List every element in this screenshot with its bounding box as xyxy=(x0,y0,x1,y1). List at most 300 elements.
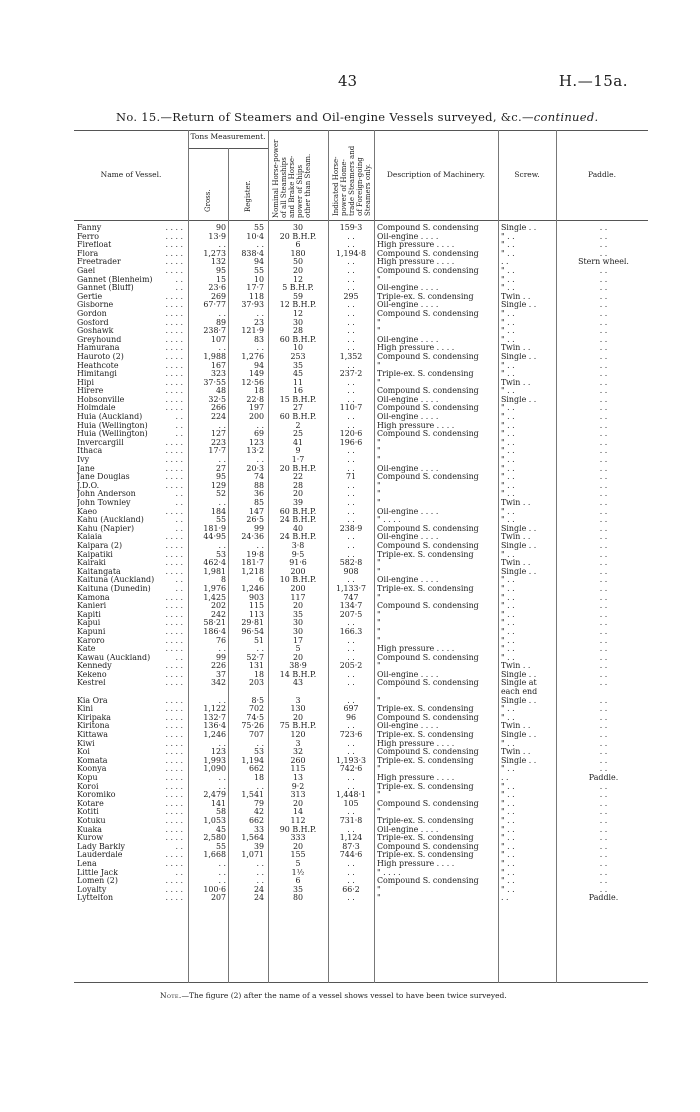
cell-machinery: Compound S. condensing xyxy=(377,473,479,482)
cell-indicated-hp: 238·9 xyxy=(339,524,363,533)
vessel-name: Kawau (Auckland) xyxy=(77,653,151,662)
cell-gross: 55 xyxy=(215,516,226,525)
cell-screw: " . . xyxy=(501,610,515,619)
vessel-name: Kittawa xyxy=(77,731,108,740)
cell-paddle: . . xyxy=(599,309,608,318)
cell-screw: Twin . . xyxy=(501,378,531,387)
cell-screw: " . . xyxy=(501,473,515,482)
cell-gross: 226 xyxy=(210,662,226,671)
cell-gross: 2,580 xyxy=(203,834,226,843)
cell-indicated-hp: . . xyxy=(347,541,355,550)
cell-machinery: Oil-engine . . . . xyxy=(377,670,439,679)
table-row xyxy=(74,387,648,396)
cell-vessel-name xyxy=(77,310,183,319)
table-bottom-rule xyxy=(74,982,648,983)
cell-register: 85 xyxy=(253,499,264,507)
cell-gross: . . xyxy=(218,241,226,250)
leader-dots: . . . . xyxy=(165,662,183,671)
cell-machinery: Triple-ex. S. condensing xyxy=(377,756,474,765)
cell-gross: 17·7 xyxy=(208,447,226,456)
cell-paddle: . . xyxy=(599,533,608,542)
cell-register: 74·5 xyxy=(246,713,264,722)
cell-machinery: Compound S. condensing xyxy=(377,266,479,275)
cell-vessel-name xyxy=(77,362,183,371)
cell-register: 113 xyxy=(248,610,264,619)
table-row xyxy=(74,224,648,233)
vessel-name: Kini xyxy=(77,705,94,714)
cell-screw: " . . xyxy=(501,868,515,877)
table-row xyxy=(74,284,648,293)
cell-vessel-name xyxy=(77,637,183,646)
cell-paddle: . . xyxy=(599,266,608,275)
cell-gross: 48 xyxy=(215,387,226,396)
table-row xyxy=(74,473,648,482)
cell-machinery: " xyxy=(377,378,381,387)
vessel-name: Jane xyxy=(77,464,95,473)
document-reference: H.—15a. xyxy=(558,72,628,90)
leader-dots: . . . . xyxy=(165,370,183,379)
cell-register: 118 xyxy=(248,292,264,301)
footnote-text: —The figure (2) after the name of a vessel shows vessel to have been twice surveyed. xyxy=(181,991,507,1000)
cell-nominal-hp: 32 xyxy=(292,748,304,757)
vessel-name: Gordon xyxy=(77,309,107,318)
cell-paddle: . . xyxy=(599,224,608,232)
cell-paddle: . . xyxy=(599,327,608,336)
table-row xyxy=(74,576,648,585)
leader-dots: . . . . xyxy=(165,782,183,791)
cell-indicated-hp: . . xyxy=(347,868,355,877)
cell-vessel-name xyxy=(77,654,183,663)
cell-register: 12·56 xyxy=(241,378,264,387)
vessel-name: Kaitangata xyxy=(77,567,121,576)
cell-indicated-hp: . . xyxy=(347,859,355,868)
cell-register: 24 xyxy=(253,894,264,903)
cell-indicated-hp: 196·6 xyxy=(339,438,363,447)
leader-dots: . . . . xyxy=(165,619,183,628)
vessel-name: Hamurana xyxy=(77,344,120,353)
cell-nominal-hp: 60 B.H.P. xyxy=(279,413,317,422)
leader-dots: . . . . xyxy=(165,292,183,301)
cell-vessel-name xyxy=(77,499,183,508)
cell-vessel-name xyxy=(77,594,183,603)
cell-vessel-name xyxy=(77,396,183,405)
cell-indicated-hp: . . xyxy=(347,550,355,559)
cell-machinery: Compound S. condensing xyxy=(377,799,479,808)
table-row xyxy=(74,516,648,525)
cell-register: 1,194 xyxy=(241,756,264,765)
leader-dots: . . xyxy=(175,842,183,851)
cell-nominal-hp: 12 xyxy=(292,275,304,284)
cell-nominal-hp: 253 xyxy=(290,352,306,361)
vessel-name: Kairaki xyxy=(77,559,106,568)
cell-screw: " . . xyxy=(501,825,515,834)
cell-register: 75·26 xyxy=(241,722,264,731)
leader-dots: . . xyxy=(175,275,183,284)
cell-screw: Twin . . xyxy=(501,344,531,353)
leader-dots: . . . . xyxy=(165,232,183,241)
cell-register: . . xyxy=(256,456,264,465)
cell-paddle: . . xyxy=(599,593,608,602)
cell-machinery: Triple-ex. S. condensing xyxy=(377,705,474,714)
cell-gross: 1,988 xyxy=(203,352,226,361)
cell-machinery: High pressure . . . . xyxy=(377,739,455,748)
cell-screw: Single . . xyxy=(501,541,537,550)
cell-gross: 1,273 xyxy=(203,249,226,258)
cell-vessel-name xyxy=(77,576,183,585)
cell-machinery: Compound S. condensing xyxy=(377,877,479,886)
cell-paddle: . . xyxy=(599,430,608,439)
cell-screw: " . . xyxy=(501,782,515,791)
table-row xyxy=(74,241,648,250)
cell-gross: 462·4 xyxy=(203,559,226,568)
cell-paddle: . . xyxy=(599,241,608,250)
cell-nominal-hp: 5 B.H.P. xyxy=(282,284,314,293)
cell-indicated-hp: . . xyxy=(347,456,355,465)
cell-vessel-name xyxy=(77,224,183,233)
vessel-name: Greyhound xyxy=(77,335,122,344)
table-row xyxy=(74,654,648,663)
cell-screw: Twin . . xyxy=(501,533,531,542)
cell-nominal-hp: 35 xyxy=(292,361,304,370)
cell-vessel-name xyxy=(77,791,183,800)
leader-dots: . . . . xyxy=(165,705,183,714)
cell-paddle: . . xyxy=(599,499,608,507)
cell-vessel-name xyxy=(77,860,183,869)
cell-vessel-name xyxy=(77,697,183,706)
cell-indicated-hp: 747 xyxy=(343,593,359,602)
leader-dots: . . . . xyxy=(165,541,183,550)
table-row xyxy=(74,456,648,465)
cell-vessel-name xyxy=(77,619,183,628)
cell-vessel-name xyxy=(77,267,183,276)
table-row xyxy=(74,568,648,577)
cell-nominal-hp: 130 xyxy=(290,705,306,714)
cell-screw: Single . . xyxy=(501,756,537,765)
cell-machinery: " xyxy=(377,765,381,774)
cell-gross: 1,668 xyxy=(203,851,226,860)
table-row xyxy=(74,585,648,594)
cell-gross: 95 xyxy=(215,473,226,482)
cell-indicated-hp: . . xyxy=(347,232,355,241)
cell-indicated-hp: . . xyxy=(347,877,355,886)
cell-nominal-hp: 10 B.H.P. xyxy=(279,576,317,585)
cell-register: 24·36 xyxy=(241,533,264,542)
leader-dots: . . . . xyxy=(165,627,183,636)
table-row xyxy=(74,748,648,757)
cell-gross: 1,993 xyxy=(203,756,226,765)
table-row xyxy=(74,697,648,706)
cell-machinery: " xyxy=(377,662,381,671)
table-row xyxy=(74,542,648,551)
cell-paddle: . . xyxy=(599,739,608,748)
cell-gross: . . xyxy=(218,739,226,748)
cell-vessel-name xyxy=(77,447,183,456)
cell-indicated-hp: . . xyxy=(347,645,355,654)
cell-vessel-name xyxy=(77,490,183,499)
cell-vessel-name xyxy=(77,559,183,568)
cell-gross: 37 xyxy=(215,670,226,679)
cell-register: 55 xyxy=(253,266,264,275)
cell-indicated-hp: . . xyxy=(347,335,355,344)
cell-machinery: " . . . . xyxy=(377,516,401,525)
table-row xyxy=(74,826,648,835)
header-gross: Gross. xyxy=(204,189,212,212)
table-row xyxy=(74,336,648,345)
cell-gross: 184 xyxy=(210,507,226,516)
cell-machinery: Compound S. condensing xyxy=(377,748,479,757)
cell-indicated-hp: 1,352 xyxy=(339,352,363,361)
cell-gross: 15 xyxy=(215,275,226,284)
cell-indicated-hp: . . xyxy=(347,533,355,542)
table-row xyxy=(74,679,648,688)
cell-machinery: " xyxy=(377,894,381,903)
vessel-name: Gannet (Blenheim) xyxy=(77,275,153,284)
cell-screw: " . . xyxy=(501,653,515,662)
cell-paddle: . . xyxy=(599,284,608,293)
cell-machinery: Oil-engine . . . . xyxy=(377,301,439,310)
cell-register: 6 xyxy=(258,576,264,585)
cell-machinery: " xyxy=(377,619,381,628)
leader-dots: . . . . xyxy=(165,722,183,731)
cell-machinery: " xyxy=(377,481,381,490)
cell-gross: 136·4 xyxy=(203,722,226,731)
table-row xyxy=(74,525,648,534)
cell-screw: " . . xyxy=(501,430,515,439)
cell-gross: . . xyxy=(218,877,226,886)
cell-screw: " . . xyxy=(501,370,515,379)
cell-indicated-hp: 96 xyxy=(345,713,357,722)
header-indicated-horse-power xyxy=(332,146,372,216)
cell-indicated-hp: 1,124 xyxy=(339,834,363,843)
cell-paddle: . . xyxy=(599,576,608,585)
cell-vessel-name xyxy=(77,422,183,431)
vessel-name: Kahu (Auckland) xyxy=(77,516,144,525)
cell-nominal-hp: 28 xyxy=(292,481,304,490)
vessel-name: Kotuku xyxy=(77,816,106,825)
cell-vessel-name xyxy=(77,301,183,310)
table-row xyxy=(74,327,648,336)
cell-paddle: . . xyxy=(599,799,608,808)
cell-paddle: . . xyxy=(599,550,608,559)
cell-vessel-name xyxy=(77,516,183,525)
cell-gross: 186·4 xyxy=(203,627,226,636)
cell-paddle: . . xyxy=(599,507,608,516)
cell-gross: 1,053 xyxy=(203,816,226,825)
table-row xyxy=(74,637,648,646)
vessel-name: Hobsonville xyxy=(77,395,125,404)
cell-machinery: Compound S. condensing xyxy=(377,430,479,439)
cell-vessel-name xyxy=(77,851,183,860)
cell-machinery: " xyxy=(377,627,381,636)
cell-screw: " . . xyxy=(501,327,515,336)
leader-dots: . . . . xyxy=(165,344,183,353)
cell-indicated-hp: . . xyxy=(347,481,355,490)
leader-dots: . . . . xyxy=(165,877,183,886)
leader-dots: . . . . xyxy=(165,559,183,568)
table-row xyxy=(74,688,648,697)
cell-indicated-hp: . . xyxy=(347,696,355,705)
cell-vessel-name xyxy=(77,284,183,293)
header-nominal-line: of all Steamships xyxy=(280,157,288,218)
cell-register: . . xyxy=(256,645,264,654)
cell-nominal-hp: 50 xyxy=(292,258,304,267)
cell-screw: Twin . . xyxy=(501,292,531,301)
cell-register: 147 xyxy=(248,507,264,516)
cell-machinery: Compound S. condensing xyxy=(377,352,479,361)
cell-screw: " . . xyxy=(501,834,515,843)
cell-register: 51 xyxy=(253,636,264,645)
cell-screw: " . . xyxy=(501,602,515,611)
cell-indicated-hp: . . xyxy=(347,507,355,516)
cell-paddle: . . xyxy=(599,791,608,800)
cell-indicated-hp: . . xyxy=(347,344,355,353)
cell-screw: Single . . xyxy=(501,731,537,740)
cell-indicated-hp: 205·2 xyxy=(339,662,363,671)
cell-indicated-hp: 697 xyxy=(343,705,359,714)
cell-nominal-hp: 20 xyxy=(292,799,304,808)
table-row xyxy=(74,628,648,637)
leader-dots: . . . . xyxy=(165,593,183,602)
cell-gross: 8 xyxy=(220,576,226,585)
cell-machinery: Compound S. condensing xyxy=(377,524,479,533)
cell-nominal-hp: 20 xyxy=(292,653,304,662)
cell-vessel-name xyxy=(77,533,183,542)
leader-dots: . . . . xyxy=(165,507,183,516)
vessel-name: Kotiti xyxy=(77,808,99,817)
cell-vessel-name xyxy=(77,628,183,637)
cell-machinery: " xyxy=(377,318,381,327)
cell-indicated-hp: 723·6 xyxy=(339,731,363,740)
cell-machinery: Triple-ex. S. condensing xyxy=(377,584,474,593)
cell-screw: " . . xyxy=(501,284,515,293)
vessel-name: Lena xyxy=(77,859,97,868)
leader-dots: . . . . xyxy=(165,610,183,619)
cell-nominal-hp: 20 xyxy=(292,266,304,275)
cell-nominal-hp: 112 xyxy=(290,816,306,825)
cell-screw: " . . xyxy=(501,627,515,636)
table-row xyxy=(74,499,648,508)
leader-dots: . . . . xyxy=(165,352,183,361)
cell-indicated-hp: . . xyxy=(347,361,355,370)
vessel-name: Kaiaia xyxy=(77,533,103,542)
table-row xyxy=(74,413,648,422)
vessel-name: J.D.O. xyxy=(77,481,100,490)
cell-paddle: . . xyxy=(599,413,608,422)
cell-gross: 269 xyxy=(210,292,226,301)
header-indicated-line: of Foreign-going xyxy=(356,157,364,216)
vessel-name: Gisborne xyxy=(77,301,114,310)
cell-gross: 1,425 xyxy=(203,593,226,602)
cell-gross: 224 xyxy=(210,413,226,422)
leader-dots: . . . . xyxy=(165,224,183,232)
cell-gross: 107 xyxy=(210,335,226,344)
cell-paddle: . . xyxy=(599,456,608,465)
cell-machinery: High pressure . . . . xyxy=(377,774,455,782)
cell-indicated-hp: 1,133·7 xyxy=(335,584,367,593)
cell-vessel-name xyxy=(77,404,183,413)
cell-gross: 45 xyxy=(215,825,226,834)
vessel-name: Kekeno xyxy=(77,670,107,679)
cell-register: . . xyxy=(256,421,264,430)
cell-indicated-hp: . . xyxy=(347,825,355,834)
cell-nominal-hp: 1·7 xyxy=(291,456,305,465)
leader-dots: . . . . xyxy=(165,533,183,542)
cell-machinery: Oil-engine . . . . xyxy=(377,464,439,473)
vessel-name: Kaituna (Auckland) xyxy=(77,576,155,585)
cell-screw: Single . . xyxy=(501,696,537,705)
table-row xyxy=(74,344,648,353)
cell-screw: . . xyxy=(501,894,509,903)
cell-vessel-name xyxy=(77,430,183,439)
vessel-name: Himitangi xyxy=(77,370,117,379)
cell-screw: " . . xyxy=(501,799,515,808)
cell-machinery: Oil-engine . . . . xyxy=(377,232,439,241)
leader-dots: . . xyxy=(175,421,183,430)
leader-dots: . . xyxy=(175,490,183,499)
cell-paddle: . . xyxy=(599,808,608,817)
cell-machinery: " xyxy=(377,447,381,456)
cell-paddle: . . xyxy=(599,834,608,843)
cell-indicated-hp: 742·6 xyxy=(339,765,363,774)
cell-gross: 1,976 xyxy=(203,584,226,593)
cell-register: 8·5 xyxy=(251,696,264,705)
leader-dots: . . . . xyxy=(165,258,183,267)
vessel-name: Heathcote xyxy=(77,361,119,370)
cell-register: 115 xyxy=(248,602,264,611)
cell-vessel-name xyxy=(77,456,183,465)
cell-indicated-hp: . . xyxy=(347,318,355,327)
table-title-continued: continued. xyxy=(533,110,599,124)
cell-screw: " . . xyxy=(501,584,515,593)
leader-dots: . . . . xyxy=(165,765,183,774)
leader-dots: . . . . xyxy=(165,438,183,447)
cell-gross: . . xyxy=(218,782,226,791)
table-row xyxy=(74,559,648,568)
cell-register: 197 xyxy=(248,404,264,413)
cell-gross: 90 xyxy=(215,224,226,232)
cell-paddle: . . xyxy=(599,851,608,860)
cell-machinery: Compound S. condensing xyxy=(377,842,479,851)
cell-indicated-hp: . . xyxy=(347,464,355,473)
cell-screw: Single . . xyxy=(501,395,537,404)
cell-gross: 55 xyxy=(215,842,226,851)
table-row xyxy=(74,293,648,302)
leader-dots: . . . . xyxy=(165,731,183,740)
cell-nominal-hp: 60 B.H.P. xyxy=(279,507,317,516)
cell-screw: " . . xyxy=(501,404,515,413)
cell-gross: 67·77 xyxy=(203,301,226,310)
cell-gross: 238·7 xyxy=(203,327,226,336)
cell-vessel-name xyxy=(77,800,183,809)
leader-dots: . . . . xyxy=(165,481,183,490)
cell-paddle: . . xyxy=(599,842,608,851)
vessel-name: Kiritona xyxy=(77,722,110,731)
cell-machinery: Oil-engine . . . . xyxy=(377,413,439,422)
leader-dots: . . . . xyxy=(165,266,183,275)
vessel-name: Koromiko xyxy=(77,791,116,800)
cell-indicated-hp: 120·6 xyxy=(339,430,363,439)
leader-dots: . . . . xyxy=(165,447,183,456)
cell-indicated-hp: . . xyxy=(347,782,355,791)
cell-nominal-hp: 28 xyxy=(292,327,304,336)
vessel-name: Kate xyxy=(77,645,96,654)
cell-screw: " . . xyxy=(501,481,515,490)
leader-dots: . . . . xyxy=(165,885,183,894)
cell-machinery: " xyxy=(377,438,381,447)
cell-nominal-hp: 260 xyxy=(290,756,306,765)
table-row xyxy=(74,722,648,731)
cell-machinery: Triple-ex. S. condensing xyxy=(377,292,474,301)
